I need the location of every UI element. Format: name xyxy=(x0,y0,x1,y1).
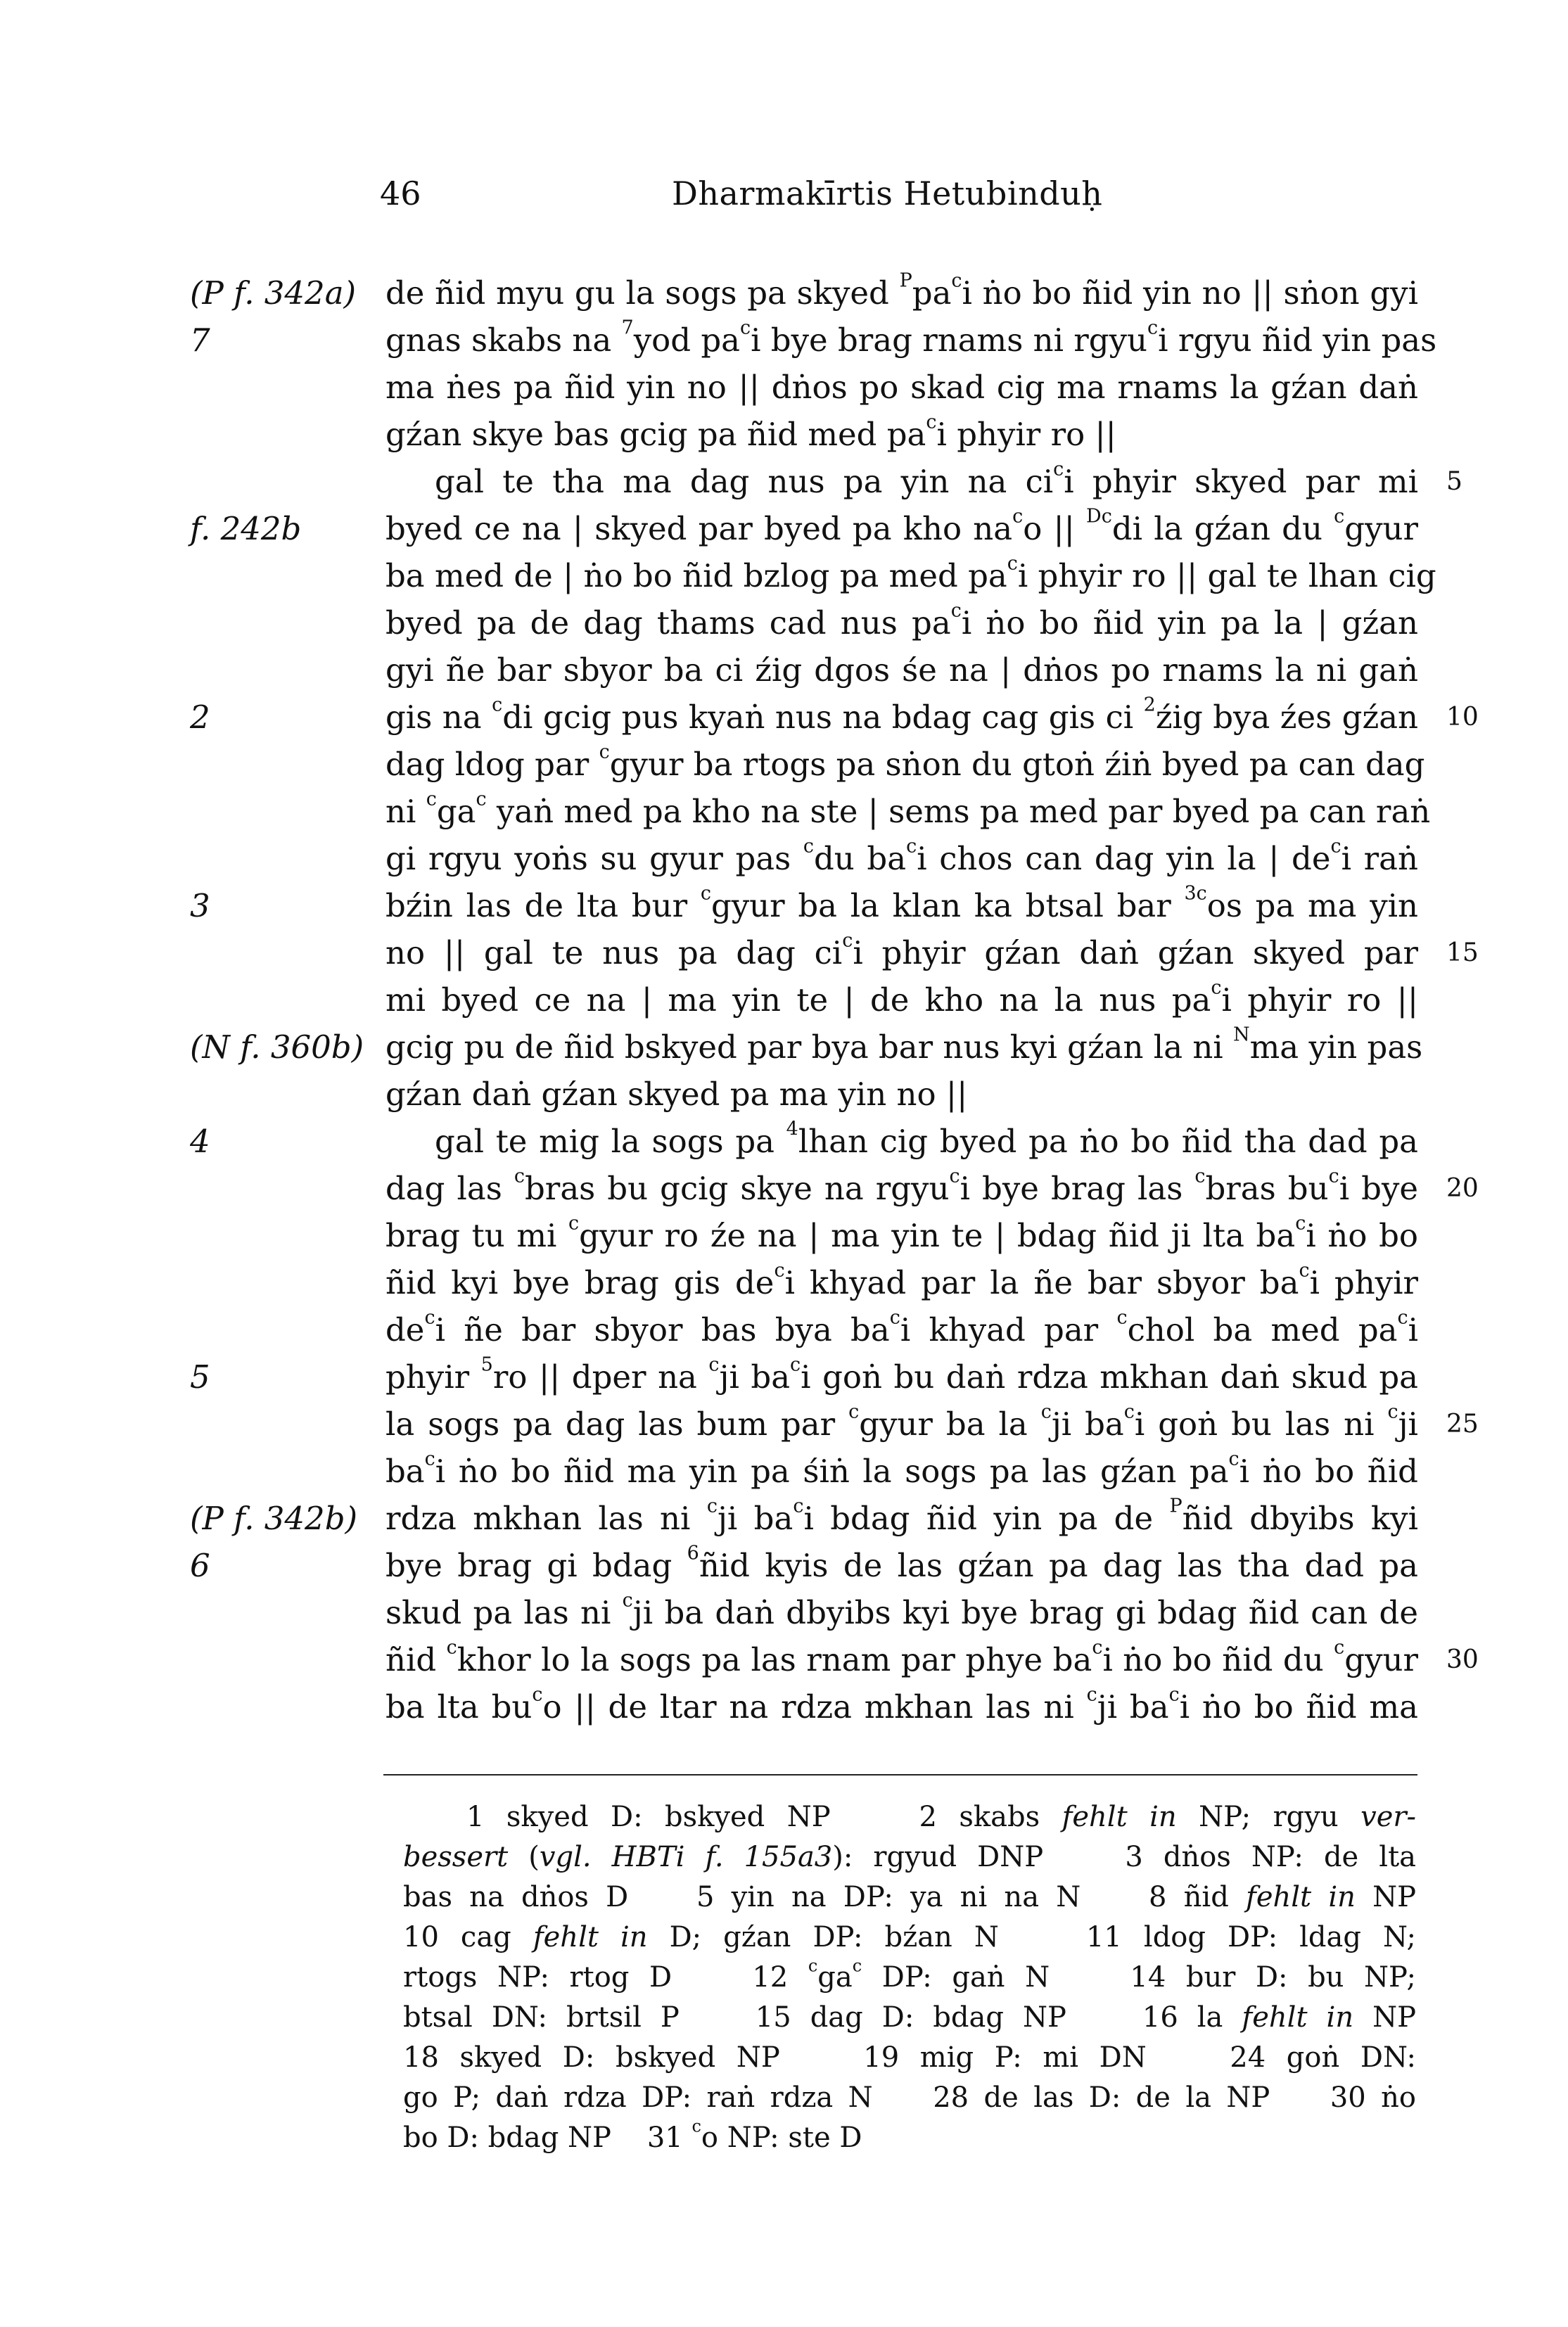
text-line: brag tu mi $^c$gyur ro źe na | ma yin te | bdag ñid ji lta $ba^ci$ ṅo bo xyxy=(385,1212,1418,1254)
text-line: ba lta $bu^co$ || de ltar na rdza mkhan las ni $^c$ji $ba^ci$ ṅo bo ñid ma xyxy=(385,1683,1419,1726)
text-line: rdza mkhan las ni $^c$ji $ba^ci$ bdag ñid yin pa de $^P$ñid dbyibs kyi xyxy=(385,1495,1419,1537)
footnote-line: 10 cag fehlt in D; gźan DP: bźan N 11 ldog DP: ldag N; xyxy=(403,1921,1417,1953)
text-line: gi rgyu yoṅs su gyur pas $^c$du $ba^ci$ chos can dag yin la | $de^ci$ raṅ xyxy=(385,835,1418,877)
line-number: 25 xyxy=(1446,1410,1479,1439)
footnote-divider xyxy=(383,1774,1417,1775)
text-line: gnas skabs na $^7$yod $pa^ci$ bye brag rnams ni rgyu$^c$i rgyu ñid yin pas xyxy=(385,317,1437,359)
footnote-line: btsal DN: brtsil P 15 dag D: bdag NP 16 la fehlt in NP xyxy=(403,2001,1417,2034)
text-line: gyi ñe bar sbyor ba ci źig dgos śe na | dṅos po rnams la ni gaṅ xyxy=(385,651,1418,689)
text-line: ni $^cga^c$ yaṅ med pa kho na ste | sems pa med par byed pa can raṅ xyxy=(385,788,1431,830)
folio-reference: (P f. 342b) xyxy=(190,1500,358,1537)
line-number: 30 xyxy=(1446,1645,1479,1674)
footnote-line: 1 skyed D: bskyed NP 2 skabs fehlt in NP; rgyu ver- xyxy=(466,1801,1417,1833)
line-reference: 3 xyxy=(190,887,210,924)
text-line: gźan daṅ gźan skyed pa ma yin no || xyxy=(385,1076,968,1113)
running-head: Dharmakīrtis Hetubinduḥ xyxy=(672,174,1103,212)
line-number: 20 xyxy=(1446,1174,1479,1203)
line-reference: 5 xyxy=(190,1358,210,1396)
text-line: gis na $^c$di gcig pus kyaṅ nus na bdag cag gis ci $^2$źig bya źes gźan xyxy=(385,694,1419,736)
text-line: de ñid myu gu la sogs pa skyed $^Ppa^ci$ ṅo bo ñid yin no || sṅon gyi xyxy=(385,269,1418,312)
line-reference: 2 xyxy=(190,699,210,736)
line-reference: 6 xyxy=(190,1547,210,1584)
text-line: phyir $^5$ro || dper na $^c$ji $ba^ci$ goṅ bu daṅ rdza mkhan daṅ skud pa xyxy=(385,1353,1418,1396)
text-line: ba med de | ṅo bo ñid bzlog pa med $pa^ci$ phyir ro || gal te lhan cig xyxy=(385,552,1436,594)
text-line: bźin las de lta bur $^c$gyur ba la klan ka btsal bar $^{3c}$os pa ma yin xyxy=(385,882,1419,924)
folio-reference: (N f. 360b) xyxy=(190,1028,364,1066)
text-line: gal te tha ma dag nus pa yin na $ci^ci$ phyir skyed par mi xyxy=(435,458,1418,500)
line-reference: 4 xyxy=(190,1123,210,1160)
text-line: skud pa las ni $^c$ji ba daṅ dbyibs kyi bye brag gi bdag ñid can de xyxy=(385,1589,1418,1631)
text-line: gźan skye bas gcig pa ñid med $pa^ci$ phyir ro || xyxy=(385,411,1116,453)
text-line: ñid kyi bye brag gis $de^ci$ khyad par la ñe bar sbyor $ba^ci$ phyir xyxy=(385,1259,1418,1301)
page-number: 46 xyxy=(380,174,421,212)
footnote-line: rtogs NP: rtog D 12 $^cga^c$ DP: gaṅ N 14 bur D: bu NP; xyxy=(403,1956,1416,1994)
footnote-line: bas na dṅos D 5 yin na DP: ya ni na N 8 ñid fehlt in NP xyxy=(403,1881,1416,1913)
line-number: 15 xyxy=(1446,938,1479,967)
line-reference: 7 xyxy=(190,321,210,359)
text-line: $ba^ci$ ṅo bo ñid ma yin pa śiṅ la sogs pa las gźan $pa^ci$ ṅo bo ñid xyxy=(385,1448,1418,1490)
text-line: dag ldog par $^c$gyur ba rtogs pa sṅon du gtoṅ źiṅ byed pa can dag xyxy=(385,741,1425,783)
line-number: 10 xyxy=(1446,703,1479,732)
folio-reference: f. 242b xyxy=(190,510,302,547)
text-line: gal te mig la sogs pa $^4$lhan cig byed pa ṅo bo ñid tha dad pa xyxy=(435,1118,1418,1160)
folio-reference: (P f. 342a) xyxy=(190,274,357,312)
text-line: gcig pu de ñid bskyed par bya bar nus kyi gźan la ni $^N$ma yin pas xyxy=(385,1024,1423,1066)
footnote-line: 18 skyed D: bskyed NP 19 mig P: mi DN 24 goṅ DN: xyxy=(403,2041,1416,2074)
text-line: bye brag gi bdag $^6$ñid kyis de las gźan pa dag las tha dad pa xyxy=(385,1542,1418,1584)
text-line: ñid $^c$khor lo la sogs pa las rnam par phye $ba^ci$ ṅo bo ñid du $^c$gyur xyxy=(385,1636,1419,1678)
text-line: $de^ci$ ñe bar sbyor bas bya $ba^ci$ khyad par $^c$chol ba med $pa^ci$ xyxy=(385,1306,1418,1349)
text-line: ma ṅes pa ñid yin no || dṅos po skad cig ma rnams la gźan daṅ xyxy=(385,369,1418,406)
footnote-line: go P; daṅ rdza DP: raṅ rdza N 28 de las D: de la NP 30 ṅo xyxy=(403,2081,1416,2114)
line-number: 5 xyxy=(1446,467,1462,496)
footnote-line: bo D: bdag NP 31 $^c$o NP: ste D xyxy=(403,2116,862,2154)
text-line: byed pa de dag thams cad nus $pa^ci$ ṅo bo ñid yin pa la | gźan xyxy=(385,599,1418,642)
footnote-line: bessert (vgl. HBTi f. 155a3): rgyud DNP 3 dṅos NP: de lta xyxy=(403,1841,1417,1873)
text-line: no || gal te nus pa dag $ci^ci$ phyir gźan daṅ gźan skyed par xyxy=(385,929,1419,971)
text-line: la sogs pa dag las bum par $^c$gyur ba la $^c$ji $ba^ci$ goṅ bu las ni $^c$ji xyxy=(385,1401,1418,1443)
text-line: dag las $^c$bras bu gcig skye na rgyu$^c$i bye brag las $^c$bras $bu^ci$ bye xyxy=(385,1165,1418,1207)
text-line: byed ce na | skyed par byed pa kho $na^co$ || $^{Dc}$di la gźan du $^c$gyur xyxy=(385,505,1419,547)
text-line: mi byed ce na | ma yin te | de kho na la nus $pa^ci$ phyir ro || xyxy=(385,976,1418,1019)
